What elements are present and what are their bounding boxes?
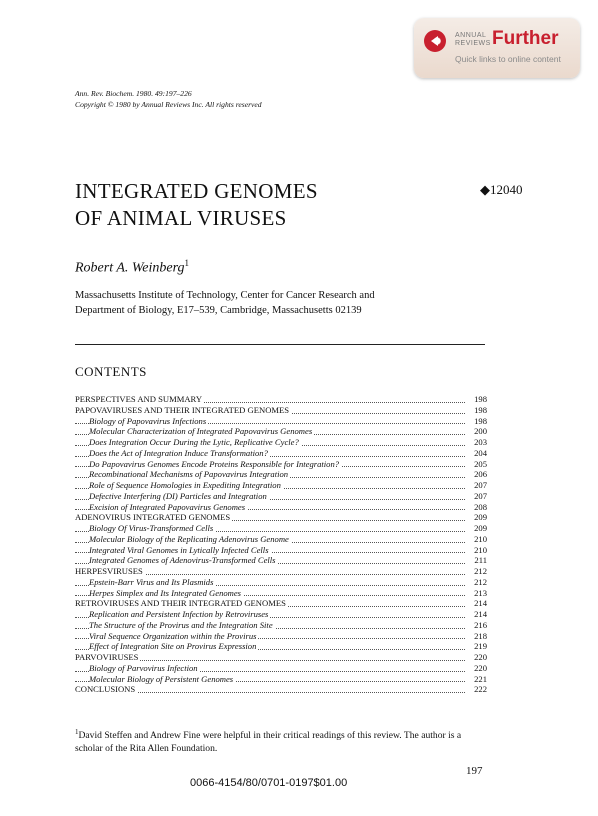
toc-entry[interactable]	[75, 588, 487, 599]
toc-entry-label: PERSPECTIVES AND SUMMARY	[75, 394, 203, 404]
toc-entry[interactable]	[75, 631, 487, 642]
toc-entry[interactable]	[75, 674, 487, 685]
article-title	[75, 178, 318, 232]
toc-entry[interactable]	[75, 523, 487, 534]
toc-entry[interactable]	[75, 394, 487, 405]
toc-entry-page: 213	[470, 588, 487, 599]
toc-entry-label: Excision of Integrated Papovavirus Genomes	[89, 501, 246, 512]
toc-entry-page: 214	[470, 598, 487, 609]
footnote	[75, 726, 487, 755]
footnote-text: David Steffen and Andrew Fine were helpful in their critical readings of this review. The author is a scholar of the Rita Allen Foundation.	[75, 730, 462, 755]
toc-entry-label: ADENOVIRUS INTEGRATED GENOMES	[75, 512, 231, 523]
toc-entry-label: Biology of Parvovirus Infection	[89, 662, 198, 673]
toc-entry[interactable]	[75, 609, 487, 620]
toc-entry-page: 203	[470, 437, 487, 448]
toc-entry-label: Replication and Persistent Infection by Retroviruses	[89, 609, 269, 619]
toc-entry-label: Recombinational Mechanisms of Papovavirus Integration	[89, 469, 289, 480]
toc-entry-page: 222	[470, 684, 487, 695]
author-line	[75, 258, 189, 277]
toc-entry-label: Viral Sequence Organization within the Provirus	[89, 630, 257, 641]
citation-line-1: Ann. Rev. Biochem. 1980. 49:197–226	[75, 89, 192, 98]
toc-entry[interactable]	[75, 426, 487, 437]
title-line-1: INTEGRATED GENOMES	[75, 179, 318, 203]
toc-entry-page: 212	[470, 566, 487, 577]
toc-entry[interactable]	[75, 502, 487, 513]
toc-entry-label: Molecular Biology of the Replicating Adenovirus Genome	[89, 533, 289, 544]
toc-entry[interactable]	[75, 663, 487, 674]
toc-entry-page: 204	[470, 448, 487, 459]
toc-entry-label: Integrated Genomes of Adenovirus-Transformed Cells	[89, 555, 276, 566]
toc-entry[interactable]	[75, 684, 487, 695]
toc-entry-page: 218	[470, 631, 487, 642]
toc-entry[interactable]	[75, 459, 487, 470]
toc-entry[interactable]	[75, 437, 487, 448]
toc-entry-page: 208	[470, 502, 487, 513]
toc-entry-label: Do Papovavirus Genomes Encode Proteins Responsible for Integration?	[89, 458, 340, 469]
arrow-left-icon	[431, 36, 438, 46]
toc-entry-page: 207	[470, 480, 487, 491]
affiliation-line-2: Department of Biology, E17–539, Cambridge, Massachusetts 02139	[75, 305, 362, 316]
article-id: ◆12040	[480, 182, 523, 197]
journal-citation	[75, 88, 262, 110]
author-name: Robert A. Weinberg	[75, 260, 185, 276]
page-number: 197	[466, 765, 483, 777]
badge-reviews-text: REVIEWS	[455, 40, 491, 47]
table-of-contents	[75, 394, 487, 695]
toc-entry[interactable]	[75, 620, 487, 631]
toc-entry-label: Biology of Papovavirus Infections	[89, 415, 207, 426]
toc-entry-page: 220	[470, 652, 487, 663]
toc-entry-page: 206	[470, 469, 487, 480]
toc-entry-label: Defective Interfering (DI) Particles and Integration	[89, 490, 267, 501]
issn-code: 0066-4154/80/0701-0197$01.00	[190, 777, 348, 789]
toc-entry-page: 205	[470, 459, 487, 470]
toc-entry-page: 216	[470, 620, 487, 631]
toc-entry-label: Molecular Characterization of Integrated Papovavirus Genomes	[89, 426, 313, 437]
toc-entry[interactable]	[75, 534, 487, 545]
toc-entry[interactable]	[75, 641, 487, 652]
toc-entry-page: 211	[470, 555, 487, 566]
toc-entry-page: 219	[470, 641, 487, 652]
toc-entry-page: 200	[470, 426, 487, 437]
author-footnote-mark: 1	[184, 258, 190, 268]
badge-publisher-name	[455, 32, 491, 48]
toc-entry[interactable]	[75, 545, 487, 556]
contents-heading: CONTENTS	[75, 364, 147, 379]
toc-entry[interactable]	[75, 512, 487, 523]
toc-entry-page: 221	[470, 674, 487, 685]
toc-entry-label: Herpes Simplex and Its Integrated Genomes	[89, 587, 242, 598]
toc-entry[interactable]	[75, 577, 487, 588]
toc-entry-label: RETROVIRUSES AND THEIR INTEGRATED GENOMES	[75, 598, 286, 609]
toc-entry[interactable]	[75, 469, 487, 480]
toc-entry[interactable]	[75, 480, 487, 491]
toc-entry-label: PAPOVAVIRUSES AND THEIR INTEGRATED GENOMES	[75, 404, 290, 415]
toc-entry[interactable]	[75, 448, 487, 459]
toc-entry-label: Role of Sequence Homologies in Expediting Integration	[89, 480, 281, 490]
toc-entry[interactable]	[75, 652, 487, 663]
annual-reviews-further-badge[interactable]	[414, 18, 580, 78]
horizontal-rule	[75, 344, 485, 345]
toc-entry-page: 207	[470, 491, 487, 502]
badge-further-text: Further	[492, 28, 559, 49]
toc-entry-page: 210	[470, 534, 487, 545]
toc-entry-page: 214	[470, 609, 487, 620]
title-line-2: OF ANIMAL VIRUSES	[75, 206, 287, 230]
toc-entry-label: Biology Of Virus-Transformed Cells	[89, 523, 214, 533]
citation-line-2: Copyright © 1980 by Annual Reviews Inc. All rights reserved	[75, 100, 262, 109]
toc-entry-page: 198	[470, 416, 487, 427]
toc-entry-page: 212	[470, 577, 487, 588]
toc-entry-label: PARVOVIRUSES	[75, 652, 139, 662]
toc-entry-label: HERPESVIRUSES	[75, 566, 143, 576]
toc-entry-label: Does the Act of Integration Induce Transformation?	[89, 447, 268, 458]
toc-entry-label: Molecular Biology of Persistent Genomes	[89, 673, 234, 684]
toc-entry-page: 198	[470, 405, 487, 416]
toc-entry-page: 220	[470, 663, 487, 674]
toc-entry-label: The Structure of the Provirus and the Integration Site	[89, 619, 273, 630]
badge-tagline: Quick links to online content	[455, 54, 561, 64]
toc-entry[interactable]	[75, 416, 487, 427]
toc-entry-label: Epstein-Barr Virus and Its Plasmids	[89, 576, 214, 587]
toc-entry[interactable]	[75, 491, 487, 502]
toc-entry[interactable]	[75, 566, 487, 577]
toc-entry-page: 198	[470, 394, 487, 405]
toc-entry-label: Does Integration Occur During the Lytic, Replicative Cycle?	[89, 437, 299, 447]
affiliation-line-1: Massachusetts Institute of Technology, Center for Cancer Research and	[75, 290, 375, 301]
toc-entry-page: 209	[470, 512, 487, 523]
toc-entry-label: CONCLUSIONS	[75, 684, 136, 695]
toc-entry-label: Effect of Integration Site on Provirus Expression	[89, 641, 257, 652]
badge-annual-text: ANNUAL	[455, 32, 487, 39]
toc-entry-page: 210	[470, 545, 487, 556]
toc-entry-page: 209	[470, 523, 487, 534]
toc-entry[interactable]	[75, 598, 487, 609]
author-affiliation	[75, 288, 475, 318]
toc-entry[interactable]	[75, 405, 487, 416]
toc-entry-label: Integrated Viral Genomes in Lytically Infected Cells	[89, 544, 269, 555]
footnote-mark: 1	[75, 728, 79, 736]
toc-entry[interactable]	[75, 555, 487, 566]
